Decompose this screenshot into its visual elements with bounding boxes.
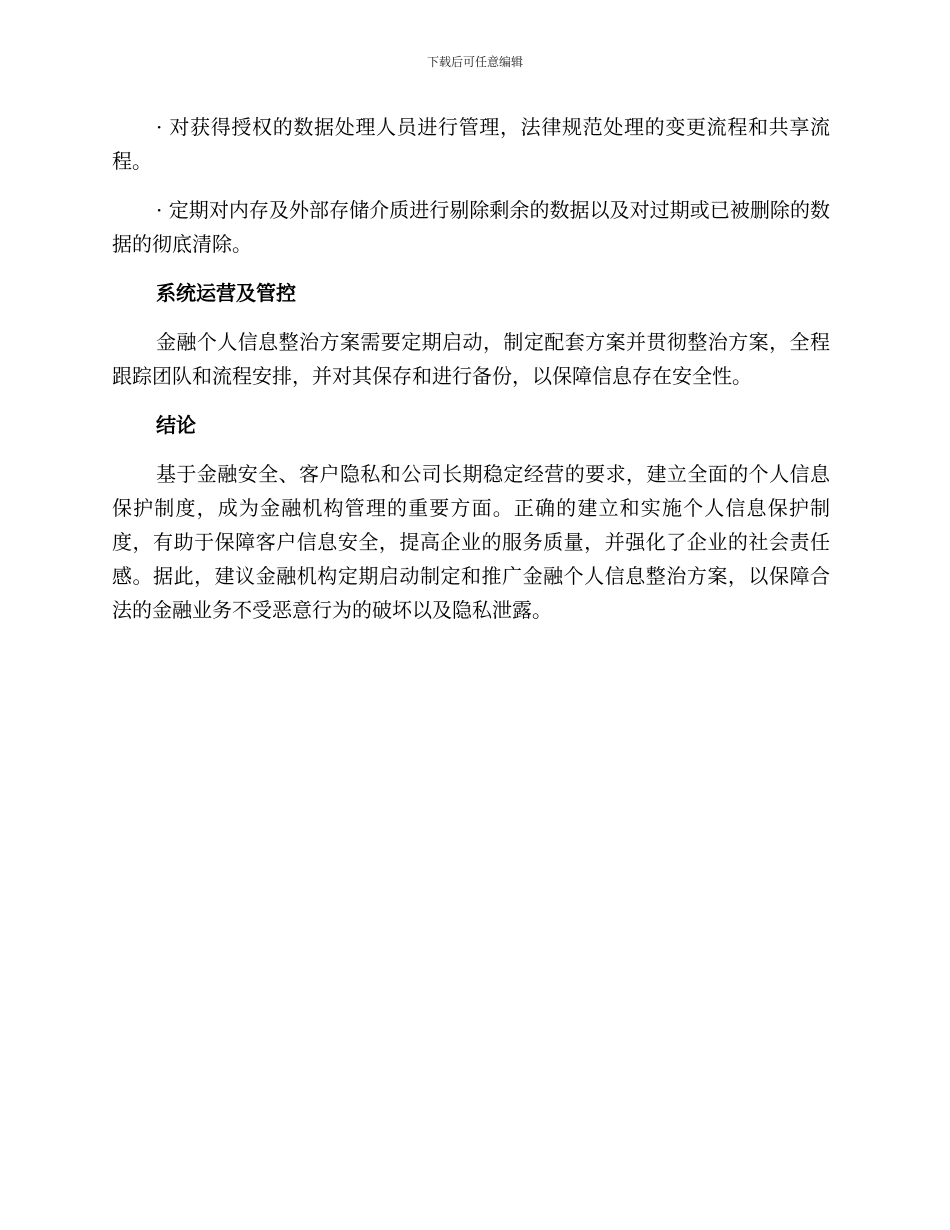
paragraph-conclusion: 基于金融安全、客户隐私和公司长期稳定经营的要求，建立全面的个人信息保护制度，成为金融机构管理的重要方面。正确的建立和实施个人信息保护制度，有助于保障客户信息安全，提高企业的服务质量，并强化了企业的社会责任感。据此，建议金融机构定期启动制定和推广金融个人信息整治方案，以保障合法的金融业务不受恶意行为的破坏以及隐私泄露。 <box>112 462 830 622</box>
section-heading-conclusion: 结论 <box>156 413 196 437</box>
page-header: 下载后可任意编辑 <box>426 55 523 69</box>
bullet-item-storage-cleanup: · 定期对内存及外部存储介质进行剔除剩余的数据以及对过期或已被删除的数据的彻底清除。 <box>112 198 830 256</box>
bullet-item-data-personnel: · 对获得授权的数据处理人员进行管理，法律规范处理的变更流程和共享流程。 <box>112 115 830 173</box>
document-body <box>112 110 830 642</box>
paragraph-operations: 金融个人信息整治方案需要定期启动，制定配套方案并贯彻整治方案，全程跟踪团队和流程安排，并对其保存和进行备份，以保障信息存在安全性。 <box>112 330 830 388</box>
section-heading-operations: 系统运营及管控 <box>156 281 296 305</box>
